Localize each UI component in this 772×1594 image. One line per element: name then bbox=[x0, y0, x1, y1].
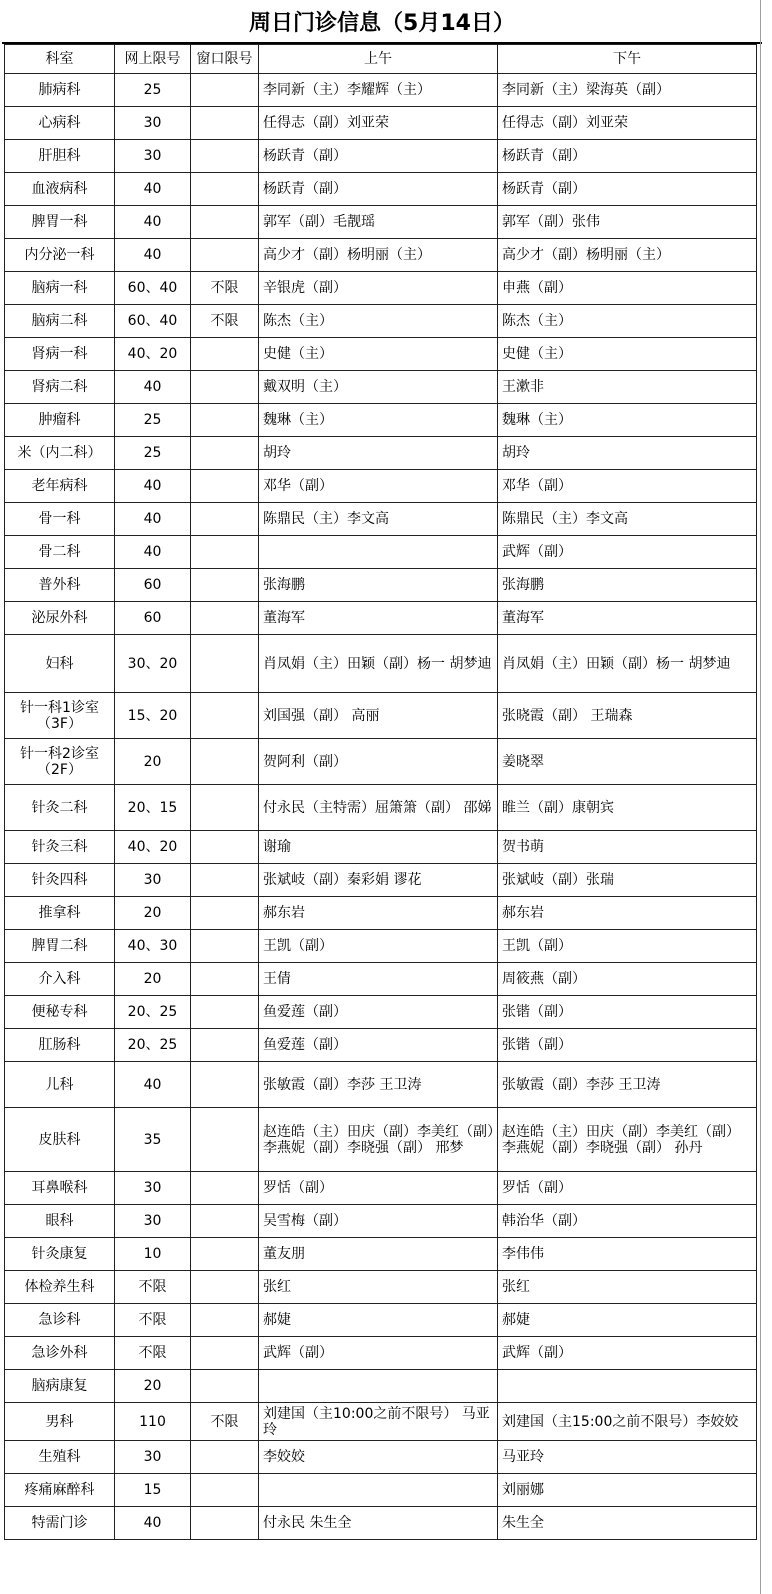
morning-doctors-cell: 王倩 bbox=[259, 963, 498, 996]
online-limit-cell: 40 bbox=[115, 503, 191, 536]
afternoon-doctors-cell: 朱生全 bbox=[498, 1507, 757, 1540]
afternoon-doctors-cell: 马亚玲 bbox=[498, 1441, 757, 1474]
online-limit-cell: 20、25 bbox=[115, 1029, 191, 1062]
online-limit-cell: 60、40 bbox=[115, 272, 191, 305]
online-limit-cell: 60 bbox=[115, 569, 191, 602]
afternoon-doctors-cell: 武辉（副） bbox=[498, 536, 757, 569]
dept-cell: 骨一科 bbox=[5, 503, 115, 536]
dept-cell: 肾病二科 bbox=[5, 371, 115, 404]
morning-doctors-cell bbox=[259, 1370, 498, 1403]
table-row bbox=[5, 1062, 757, 1108]
window-limit-cell bbox=[191, 404, 259, 437]
window-limit-cell bbox=[191, 930, 259, 963]
table-row bbox=[5, 996, 757, 1029]
table-row bbox=[5, 739, 757, 785]
table-row bbox=[5, 569, 757, 602]
dept-cell: 心病科 bbox=[5, 107, 115, 140]
morning-doctors-cell: 张海鹏 bbox=[259, 569, 498, 602]
online-limit-cell: 40 bbox=[115, 206, 191, 239]
afternoon-doctors-cell: 张晓霞（副） 王瑞森 bbox=[498, 693, 757, 739]
afternoon-doctors-cell: 贺书萌 bbox=[498, 831, 757, 864]
table-row bbox=[5, 371, 757, 404]
dept-cell: 肺病科 bbox=[5, 74, 115, 107]
morning-doctors-cell: 吴雪梅（副） bbox=[259, 1205, 498, 1238]
online-limit-cell: 20、15 bbox=[115, 785, 191, 831]
dept-cell: 脾胃一科 bbox=[5, 206, 115, 239]
online-limit-cell: 20 bbox=[115, 739, 191, 785]
online-limit-cell: 30、20 bbox=[115, 635, 191, 693]
afternoon-doctors-cell: 赵连皓（主）田庆（副）李美红（副）李燕妮（副）李晓强（副） 孙丹 bbox=[498, 1108, 757, 1172]
online-limit-cell: 30 bbox=[115, 1205, 191, 1238]
header-morning: 上午 bbox=[259, 45, 498, 74]
morning-doctors-cell: 武辉（副） bbox=[259, 1337, 498, 1370]
afternoon-doctors-cell: 罗恬（副） bbox=[498, 1172, 757, 1205]
window-limit-cell bbox=[191, 371, 259, 404]
morning-doctors-cell: 付永民 朱生全 bbox=[259, 1507, 498, 1540]
table-row bbox=[5, 693, 757, 739]
afternoon-doctors-cell: 张斌岐（副）张瑞 bbox=[498, 864, 757, 897]
online-limit-cell: 35 bbox=[115, 1108, 191, 1172]
afternoon-doctors-cell: 韩治华（副） bbox=[498, 1205, 757, 1238]
afternoon-doctors-cell: 陈杰（主） bbox=[498, 305, 757, 338]
table-row bbox=[5, 1370, 757, 1403]
window-limit-cell bbox=[191, 206, 259, 239]
morning-doctors-cell: 鱼爱莲（副） bbox=[259, 1029, 498, 1062]
afternoon-doctors-cell: 王漱非 bbox=[498, 371, 757, 404]
online-limit-cell: 不限 bbox=[115, 1304, 191, 1337]
window-limit-cell bbox=[191, 239, 259, 272]
dept-cell: 肾病一科 bbox=[5, 338, 115, 371]
header-window-limit: 窗口限号 bbox=[191, 45, 259, 74]
online-limit-cell: 25 bbox=[115, 74, 191, 107]
morning-doctors-cell: 王凯（副） bbox=[259, 930, 498, 963]
morning-doctors-cell: 肖凤娟（主）田颖（副）杨一 胡梦迪 bbox=[259, 635, 498, 693]
window-limit-cell: 不限 bbox=[191, 1403, 259, 1441]
morning-doctors-cell: 戴双明（主） bbox=[259, 371, 498, 404]
afternoon-doctors-cell: 胡玲 bbox=[498, 437, 757, 470]
header-dept: 科室 bbox=[5, 45, 115, 74]
window-limit-cell bbox=[191, 536, 259, 569]
afternoon-doctors-cell: 王凯（副） bbox=[498, 930, 757, 963]
morning-doctors-cell: 陈杰（主） bbox=[259, 305, 498, 338]
dept-cell: 肝胆科 bbox=[5, 140, 115, 173]
window-limit-cell: 不限 bbox=[191, 272, 259, 305]
morning-doctors-cell: 李同新（主）李耀辉（主） bbox=[259, 74, 498, 107]
dept-cell: 脑病康复 bbox=[5, 1370, 115, 1403]
afternoon-doctors-cell: 郝婕 bbox=[498, 1304, 757, 1337]
online-limit-cell: 20 bbox=[115, 1370, 191, 1403]
window-limit-cell bbox=[191, 503, 259, 536]
online-limit-cell: 不限 bbox=[115, 1337, 191, 1370]
afternoon-doctors-cell: 邓华（副） bbox=[498, 470, 757, 503]
window-limit-cell bbox=[191, 1474, 259, 1507]
dept-cell: 针灸康复 bbox=[5, 1238, 115, 1271]
dept-cell: 特需门诊 bbox=[5, 1507, 115, 1540]
header-row bbox=[5, 45, 757, 74]
dept-cell: 急诊外科 bbox=[5, 1337, 115, 1370]
afternoon-doctors-cell: 李同新（主）梁海英（副） bbox=[498, 74, 757, 107]
window-limit-cell bbox=[191, 785, 259, 831]
afternoon-doctors-cell: 魏琳（主） bbox=[498, 404, 757, 437]
afternoon-doctors-cell: 史健（主） bbox=[498, 338, 757, 371]
dept-cell: 血液病科 bbox=[5, 173, 115, 206]
dept-cell: 推拿科 bbox=[5, 897, 115, 930]
afternoon-doctors-cell: 董海军 bbox=[498, 602, 757, 635]
dept-cell: 米（内二科） bbox=[5, 437, 115, 470]
dept-cell: 耳鼻喉科 bbox=[5, 1172, 115, 1205]
table-row bbox=[5, 470, 757, 503]
table-row bbox=[5, 437, 757, 470]
online-limit-cell: 110 bbox=[115, 1403, 191, 1441]
table-row bbox=[5, 1108, 757, 1172]
table-row bbox=[5, 785, 757, 831]
window-limit-cell bbox=[191, 1238, 259, 1271]
table-row bbox=[5, 272, 757, 305]
window-limit-cell bbox=[191, 602, 259, 635]
dept-cell: 针灸四科 bbox=[5, 864, 115, 897]
online-limit-cell: 30 bbox=[115, 1172, 191, 1205]
afternoon-doctors-cell: 刘丽娜 bbox=[498, 1474, 757, 1507]
table-row bbox=[5, 74, 757, 107]
morning-doctors-cell: 贺阿利（副） bbox=[259, 739, 498, 785]
morning-doctors-cell: 辛银虎（副） bbox=[259, 272, 498, 305]
window-limit-cell bbox=[191, 897, 259, 930]
window-limit-cell bbox=[191, 635, 259, 693]
afternoon-doctors-cell: 陈鼎民（主）李文高 bbox=[498, 503, 757, 536]
table-row bbox=[5, 239, 757, 272]
table-row bbox=[5, 1029, 757, 1062]
dept-cell: 针灸二科 bbox=[5, 785, 115, 831]
morning-doctors-cell: 赵连皓（主）田庆（副）李美红（副）李燕妮（副）李晓强（副） 邢梦 bbox=[259, 1108, 498, 1172]
online-limit-cell: 60、40 bbox=[115, 305, 191, 338]
window-limit-cell bbox=[191, 338, 259, 371]
table-row bbox=[5, 1337, 757, 1370]
online-limit-cell: 40 bbox=[115, 173, 191, 206]
online-limit-cell: 不限 bbox=[115, 1271, 191, 1304]
afternoon-doctors-cell: 张锴（副） bbox=[498, 996, 757, 1029]
table-row bbox=[5, 1271, 757, 1304]
table-row bbox=[5, 1507, 757, 1540]
dept-cell: 急诊科 bbox=[5, 1304, 115, 1337]
dept-cell: 儿科 bbox=[5, 1062, 115, 1108]
morning-doctors-cell: 谢瑜 bbox=[259, 831, 498, 864]
table-row bbox=[5, 897, 757, 930]
window-limit-cell bbox=[191, 1441, 259, 1474]
morning-doctors-cell: 郝东岩 bbox=[259, 897, 498, 930]
afternoon-doctors-cell: 张红 bbox=[498, 1271, 757, 1304]
afternoon-doctors-cell: 高少才（副）杨明丽（主） bbox=[498, 239, 757, 272]
window-limit-cell bbox=[191, 1271, 259, 1304]
afternoon-doctors-cell: 姜晓翠 bbox=[498, 739, 757, 785]
online-limit-cell: 30 bbox=[115, 864, 191, 897]
morning-doctors-cell: 史健（主） bbox=[259, 338, 498, 371]
window-limit-cell bbox=[191, 831, 259, 864]
morning-doctors-cell: 杨跃青（副） bbox=[259, 140, 498, 173]
online-limit-cell: 20 bbox=[115, 963, 191, 996]
dept-cell: 肛肠科 bbox=[5, 1029, 115, 1062]
dept-cell: 疼痛麻醉科 bbox=[5, 1474, 115, 1507]
page-title: 周日门诊信息（5月14日） bbox=[2, 0, 762, 44]
window-limit-cell bbox=[191, 1304, 259, 1337]
table-row bbox=[5, 206, 757, 239]
window-limit-cell bbox=[191, 107, 259, 140]
window-limit-cell bbox=[191, 996, 259, 1029]
dept-cell: 老年病科 bbox=[5, 470, 115, 503]
dept-cell: 肿瘤科 bbox=[5, 404, 115, 437]
afternoon-doctors-cell: 李伟伟 bbox=[498, 1238, 757, 1271]
afternoon-doctors-cell: 郭军（副）张伟 bbox=[498, 206, 757, 239]
morning-doctors-cell: 张敏霞（副）李莎 王卫涛 bbox=[259, 1062, 498, 1108]
window-limit-cell bbox=[191, 739, 259, 785]
online-limit-cell: 40、20 bbox=[115, 831, 191, 864]
online-limit-cell: 40 bbox=[115, 239, 191, 272]
afternoon-doctors-cell: 肖凤娟（主）田颖（副）杨一 胡梦迪 bbox=[498, 635, 757, 693]
dept-cell: 介入科 bbox=[5, 963, 115, 996]
dept-cell: 男科 bbox=[5, 1403, 115, 1441]
morning-doctors-cell: 郝婕 bbox=[259, 1304, 498, 1337]
morning-doctors-cell: 刘建国（主10:00之前不限号） 马亚玲 bbox=[259, 1403, 498, 1441]
morning-doctors-cell: 高少才（副）杨明丽（主） bbox=[259, 239, 498, 272]
table-row bbox=[5, 140, 757, 173]
morning-doctors-cell: 胡玲 bbox=[259, 437, 498, 470]
window-limit-cell bbox=[191, 470, 259, 503]
online-limit-cell: 15、20 bbox=[115, 693, 191, 739]
table-row bbox=[5, 1172, 757, 1205]
afternoon-doctors-cell: 张海鹏 bbox=[498, 569, 757, 602]
dept-cell: 针一科2诊室（2F） bbox=[5, 739, 115, 785]
online-limit-cell: 40、30 bbox=[115, 930, 191, 963]
table-row bbox=[5, 1205, 757, 1238]
window-limit-cell bbox=[191, 437, 259, 470]
table-row bbox=[5, 930, 757, 963]
dept-cell: 脑病一科 bbox=[5, 272, 115, 305]
dept-cell: 生殖科 bbox=[5, 1441, 115, 1474]
online-limit-cell: 40 bbox=[115, 1062, 191, 1108]
morning-doctors-cell: 魏琳（主） bbox=[259, 404, 498, 437]
table-row bbox=[5, 1474, 757, 1507]
online-limit-cell: 25 bbox=[115, 437, 191, 470]
afternoon-doctors-cell: 任得志（副）刘亚荣 bbox=[498, 107, 757, 140]
morning-doctors-cell: 陈鼎民（主）李文高 bbox=[259, 503, 498, 536]
window-limit-cell bbox=[191, 1108, 259, 1172]
dept-cell: 脾胃二科 bbox=[5, 930, 115, 963]
dept-cell: 骨二科 bbox=[5, 536, 115, 569]
online-limit-cell: 15 bbox=[115, 1474, 191, 1507]
online-limit-cell: 25 bbox=[115, 404, 191, 437]
morning-doctors-cell: 杨跃青（副） bbox=[259, 173, 498, 206]
dept-cell: 体检养生科 bbox=[5, 1271, 115, 1304]
afternoon-doctors-cell: 武辉（副） bbox=[498, 1337, 757, 1370]
table-row bbox=[5, 404, 757, 437]
online-limit-cell: 40 bbox=[115, 536, 191, 569]
window-limit-cell bbox=[191, 173, 259, 206]
window-limit-cell bbox=[191, 864, 259, 897]
online-limit-cell: 20、25 bbox=[115, 996, 191, 1029]
morning-doctors-cell: 李姣姣 bbox=[259, 1441, 498, 1474]
table-row bbox=[5, 864, 757, 897]
table-row bbox=[5, 963, 757, 996]
window-limit-cell bbox=[191, 1507, 259, 1540]
afternoon-doctors-cell: 刘建国（主15:00之前不限号）李姣姣 bbox=[498, 1403, 757, 1441]
online-limit-cell: 30 bbox=[115, 140, 191, 173]
morning-doctors-cell: 任得志（副）刘亚荣 bbox=[259, 107, 498, 140]
right-edge-line bbox=[760, 0, 761, 1594]
dept-cell: 泌尿外科 bbox=[5, 602, 115, 635]
online-limit-cell: 30 bbox=[115, 1441, 191, 1474]
table-row bbox=[5, 503, 757, 536]
morning-doctors-cell: 董友朋 bbox=[259, 1238, 498, 1271]
dept-cell: 针灸三科 bbox=[5, 831, 115, 864]
dept-cell: 内分泌一科 bbox=[5, 239, 115, 272]
morning-doctors-cell: 张斌岐（副）秦彩娟 谬花 bbox=[259, 864, 498, 897]
table-row bbox=[5, 305, 757, 338]
window-limit-cell bbox=[191, 963, 259, 996]
afternoon-doctors-cell: 张锴（副） bbox=[498, 1029, 757, 1062]
table-row bbox=[5, 1403, 757, 1441]
window-limit-cell bbox=[191, 1370, 259, 1403]
morning-doctors-cell: 鱼爱莲（副） bbox=[259, 996, 498, 1029]
afternoon-doctors-cell: 郝东岩 bbox=[498, 897, 757, 930]
window-limit-cell: 不限 bbox=[191, 305, 259, 338]
afternoon-doctors-cell bbox=[498, 1370, 757, 1403]
afternoon-doctors-cell: 睢兰（副）康朝宾 bbox=[498, 785, 757, 831]
morning-doctors-cell: 郭军（副）毛靓瑶 bbox=[259, 206, 498, 239]
table-row bbox=[5, 1304, 757, 1337]
table-row bbox=[5, 602, 757, 635]
table-row bbox=[5, 173, 757, 206]
window-limit-cell bbox=[191, 1172, 259, 1205]
online-limit-cell: 40 bbox=[115, 470, 191, 503]
dept-cell: 便秘专科 bbox=[5, 996, 115, 1029]
online-limit-cell: 40 bbox=[115, 1507, 191, 1540]
table-row bbox=[5, 107, 757, 140]
dept-cell: 普外科 bbox=[5, 569, 115, 602]
dept-cell: 脑病二科 bbox=[5, 305, 115, 338]
afternoon-doctors-cell: 杨跃青（副） bbox=[498, 140, 757, 173]
morning-doctors-cell: 张红 bbox=[259, 1271, 498, 1304]
dept-cell: 针一科1诊室（3F） bbox=[5, 693, 115, 739]
afternoon-doctors-cell: 张敏霞（副）李莎 王卫涛 bbox=[498, 1062, 757, 1108]
morning-doctors-cell: 付永民（主特需）屈箫箫（副） 邵娣 bbox=[259, 785, 498, 831]
morning-doctors-cell: 董海军 bbox=[259, 602, 498, 635]
window-limit-cell bbox=[191, 1062, 259, 1108]
table-row bbox=[5, 338, 757, 371]
online-limit-cell: 30 bbox=[115, 107, 191, 140]
window-limit-cell bbox=[191, 1029, 259, 1062]
window-limit-cell bbox=[191, 74, 259, 107]
morning-doctors-cell bbox=[259, 1474, 498, 1507]
window-limit-cell bbox=[191, 1337, 259, 1370]
afternoon-doctors-cell: 周筱燕（副） bbox=[498, 963, 757, 996]
table-row bbox=[5, 1238, 757, 1271]
table-row bbox=[5, 635, 757, 693]
morning-doctors-cell: 邓华（副） bbox=[259, 470, 498, 503]
afternoon-doctors-cell: 杨跃青（副） bbox=[498, 173, 757, 206]
afternoon-doctors-cell: 申燕（副） bbox=[498, 272, 757, 305]
dept-cell: 眼科 bbox=[5, 1205, 115, 1238]
schedule-rows bbox=[5, 74, 757, 1540]
morning-doctors-cell: 罗恬（副） bbox=[259, 1172, 498, 1205]
online-limit-cell: 10 bbox=[115, 1238, 191, 1271]
online-limit-cell: 20 bbox=[115, 897, 191, 930]
morning-doctors-cell bbox=[259, 536, 498, 569]
morning-doctors-cell: 刘国强（副） 高丽 bbox=[259, 693, 498, 739]
window-limit-cell bbox=[191, 140, 259, 173]
dept-cell: 皮肤科 bbox=[5, 1108, 115, 1172]
window-limit-cell bbox=[191, 693, 259, 739]
dept-cell: 妇科 bbox=[5, 635, 115, 693]
header-online-limit: 网上限号 bbox=[115, 45, 191, 74]
table-row bbox=[5, 1441, 757, 1474]
window-limit-cell bbox=[191, 569, 259, 602]
table-row bbox=[5, 536, 757, 569]
online-limit-cell: 60 bbox=[115, 602, 191, 635]
online-limit-cell: 40、20 bbox=[115, 338, 191, 371]
header-afternoon: 下午 bbox=[498, 45, 757, 74]
window-limit-cell bbox=[191, 1205, 259, 1238]
online-limit-cell: 40 bbox=[115, 371, 191, 404]
table-row bbox=[5, 831, 757, 864]
schedule-table bbox=[4, 44, 757, 1540]
